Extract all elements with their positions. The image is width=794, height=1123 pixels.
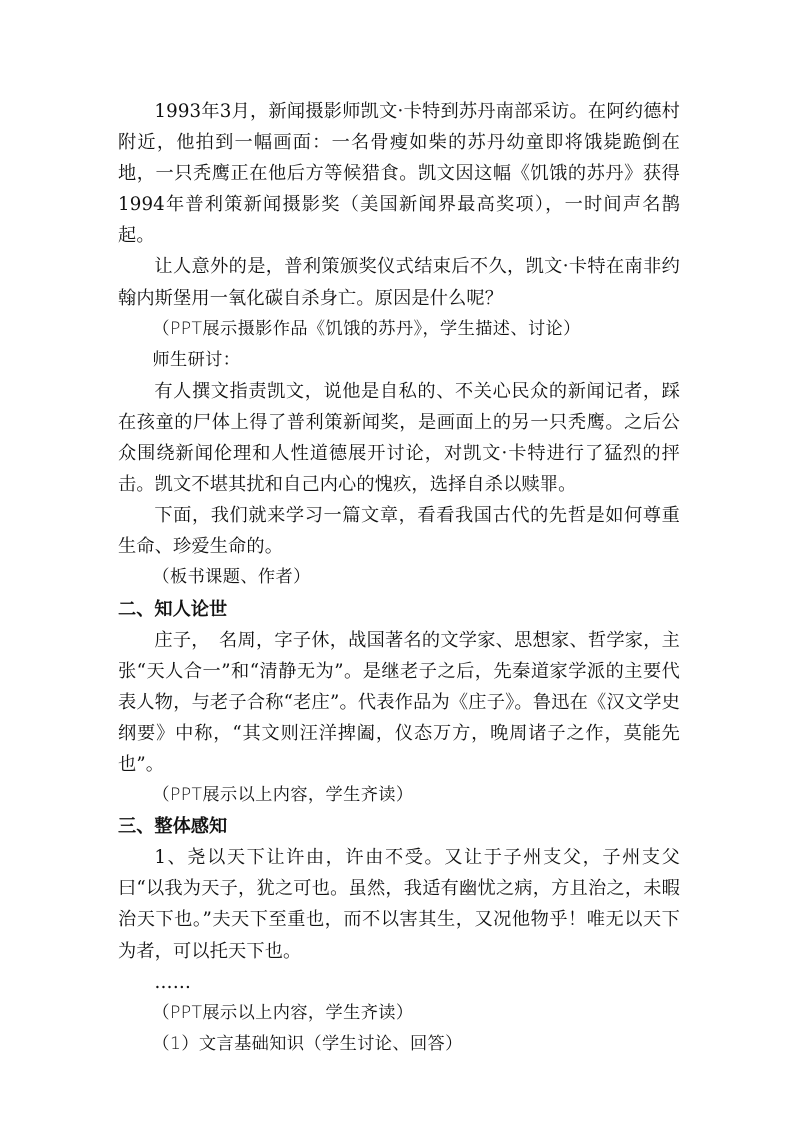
label-discussion: 师生研讨： [152, 349, 241, 370]
note-board-title: （板书课题、作者） [152, 567, 311, 588]
note-ppt-photo: （PPT展示摄影作品《饥饿的苏丹》，学生描述、讨论） [152, 318, 581, 339]
paragraph-criticism: 有人撰文指责凯文，说他是自私的、不关心民众的新闻记者，踩在孩童的尸体上得了普利策新闻奖，是画面上的另一只秃鹰。之后公众围绕新闻伦理和人性道德展开讨论，对凯文·卡特进行了猛烈的抨击。凯文不堪其扰和自己内心的愧疚，选择自杀以赎罪。 [118, 380, 680, 496]
ellipsis: …… [154, 971, 192, 993]
section-heading-overview: 三、整体感知 [118, 816, 228, 838]
paragraph-transition: 下面，我们就来学习一篇文章，看看我国古代的先哲是如何尊重生命、珍爱生命的。 [118, 505, 680, 558]
section-heading-background: 二、知人论世 [118, 598, 228, 620]
paragraph-suicide: 让人意外的是，普利策颁奖仪式结束后不久，凯文·卡特在南非约翰内斯堡用一氧化碳自杀身亡。原因是什么呢？ [118, 256, 680, 309]
paragraph-zhuangzi: 庄子， 名周，字子休，战国著名的文学家、思想家、哲学家，主张“天人合一”和“清静无为”。是继老子之后，先秦道家学派的主要代表人物，与老子合称“老庄”。代表作品为《庄子》。鲁迅在《汉文学史纲要》中称，“其文则汪洋捭阖，仪态万方，晚周诸子之作，莫能先也”。 [118, 629, 680, 775]
paragraph-classical-text: 1、尧以天下让许由，许由不受。又让于子州支父，子州支父曰“以我为天子，犹之可也。虽然，我适有幽忧之病，方且治之，未暇治天下也。”夫天下至重也，而不以害其生，又况他物乎！唯无以天下为者，可以托天下也。 [118, 847, 680, 962]
document-page [118, 96, 680, 1060]
note-ppt-read-2: （PPT展示以上内容，学生齐读） [152, 1002, 414, 1023]
note-classical-basics: （1）文言基础知识（学生讨论、回答） [152, 1033, 463, 1054]
note-ppt-read-1: （PPT展示以上内容，学生齐读） [152, 785, 414, 806]
paragraph-intro-photo: 1993年3月，新闻摄影师凯文·卡特到苏丹南部采访。在阿约德村附近，他拍到一幅画面：一名骨瘦如柴的苏丹幼童即将饿毙跪倒在地，一只秃鹰正在他后方等候猎食。凯文因这幅《饥饿的苏丹》获得1994年普利策新闻摄影奖（美国新闻界最高奖项），一时间声名鹊起。 [118, 101, 680, 247]
